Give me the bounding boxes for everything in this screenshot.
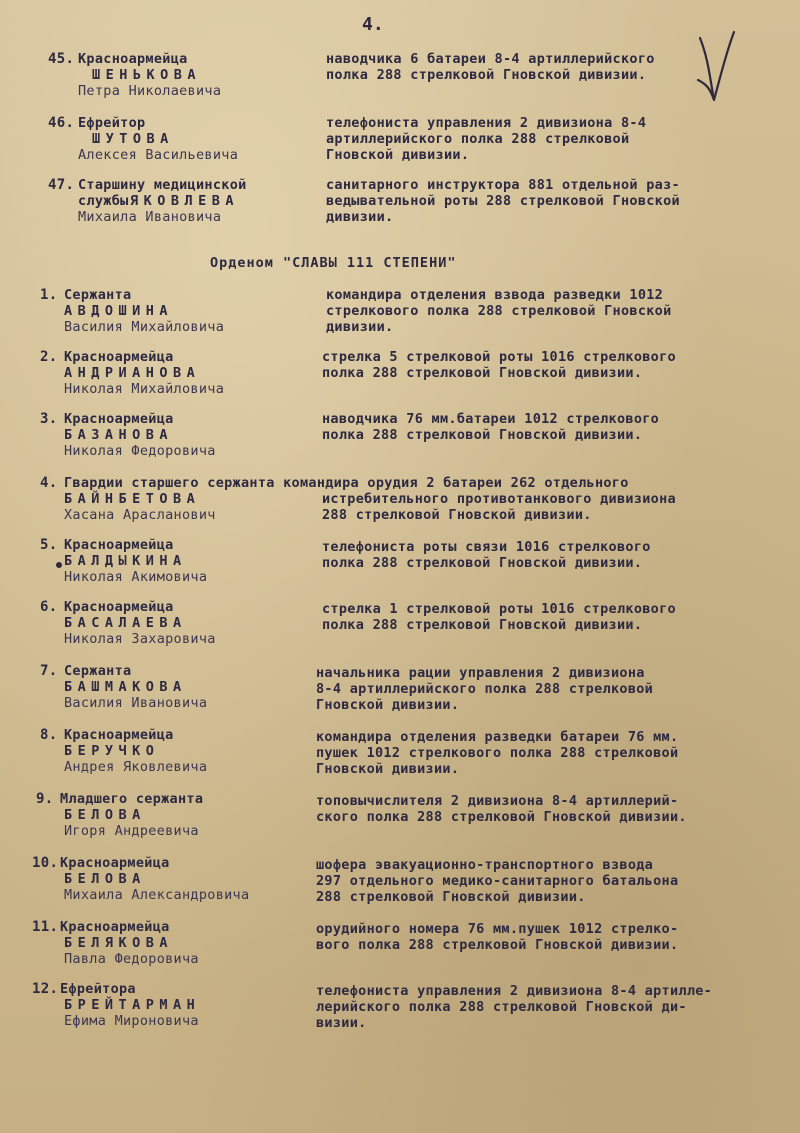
entry-description-line: наводчика 76 мм.батареи 1012 стрелкового (322, 411, 660, 427)
entry-given-names: Андрея Яковлевича (64, 759, 208, 775)
entry-surname: БАСАЛАЕВА (64, 615, 187, 631)
entry-description-line: Гновской дивизии. (316, 697, 460, 713)
entry-description-line: телефониста управления 2 дивизиона 8-4 (326, 115, 647, 131)
entry-given-names: Павла Федоровича (64, 951, 199, 967)
entry-number: 5. (40, 537, 58, 553)
entry-given-names: Ефима Мироновича (64, 1013, 199, 1029)
entry-number: 10. (32, 855, 59, 871)
entry-given-names: Николая Акимовича (64, 569, 208, 585)
entry-given-names: Василия Ивановича (64, 695, 208, 711)
entry-number: 3. (40, 411, 58, 427)
entry-description-line: вого полка 288 стрелковой Гновской дивизии. (316, 937, 679, 953)
entry-description-line: дивизии. (326, 209, 394, 225)
entry-description-line: шофера эвакуационно-транспортного взвода (316, 857, 654, 873)
entry-description-line: наводчика 6 батареи 8-4 артиллерийского (326, 51, 655, 67)
entry-description-line: Гновской дивизии. (326, 147, 470, 163)
entry-description-line: полка 288 стрелковой Гновской дивизии. (322, 555, 643, 571)
entry-given-names: Николая Захаровича (64, 631, 216, 647)
entry-given-names: Николая Федоровича (64, 443, 216, 459)
entry-surname: АНДРИАНОВА (64, 365, 201, 381)
entry-description-line: командира отделения разведки батареи 76 мм. (316, 729, 679, 745)
page-number: 4. (362, 14, 384, 35)
entry-description-line: стрелка 1 стрелковой роты 1016 стрелкового (322, 601, 676, 617)
entry-surname: БАЛДЫКИНА (64, 553, 187, 569)
entry-given-names: Михаила Ивановича (78, 209, 222, 225)
entry-number: 2. (40, 349, 58, 365)
entry-rank: Сержанта (64, 663, 132, 679)
entry-description-line: орудийного номера 76 мм.пушек 1012 стрелко- (316, 921, 679, 937)
entry-description-line: лерийского полка 288 стрелковой Гновской ди- (316, 999, 687, 1015)
entry-surname: БАШМАКОВА (64, 679, 187, 695)
entry-description-line: 288 стрелковой Гновской дивизии. (322, 507, 592, 523)
entry-description-line: начальника рации управления 2 дивизиона (316, 665, 645, 681)
entry-given-names: Хасана Арасланович (64, 507, 216, 523)
entry-rank: Красноармейца (64, 727, 174, 743)
entry-rank: Красноармейца (64, 349, 174, 365)
entry-description-line: телефониста управления 2 дивизиона 8-4 артилле- (316, 983, 713, 999)
entry-description-line: артиллерийского полка 288 стрелковой (326, 131, 630, 147)
entry-given-names: Василия Михайловича (64, 319, 225, 335)
entry-surname: ЯКОВЛЕВА (130, 193, 240, 209)
entry-surname: БЕРУЧКО (64, 743, 160, 759)
entry-rank: Ефрейтор (78, 115, 146, 131)
entry-given-names: Михаила Александровича (64, 887, 250, 903)
entry-surname: АВДОШИНА (64, 303, 174, 319)
ink-blot (56, 562, 62, 568)
entry-description-line: визии. (316, 1015, 367, 1031)
entry-description-line: истребительного противотанкового дивизиона (322, 491, 676, 507)
entry-description-line: телефониста роты связи 1016 стрелкового (322, 539, 651, 555)
entry-rank: Красноармейца (60, 919, 170, 935)
entry-description-line: топовычислителя 2 дивизиона 8-4 артиллерий- (316, 793, 679, 809)
entry-rank: Красноармейца (60, 855, 170, 871)
entry-rank: Красноармейца (64, 537, 174, 553)
entry-description-line: полка 288 стрелковой Гновской дивизии. (322, 617, 643, 633)
entry-description-line: полка 288 стрелковой Гновской дивизии. (322, 427, 643, 443)
entry-given-names: Игоря Андреевича (64, 823, 199, 839)
entry-number: 8. (40, 727, 58, 743)
entry-description-line: пушек 1012 стрелкового полка 288 стрелковой (316, 745, 679, 761)
handwritten-mark-icon (690, 28, 740, 108)
entry-description-line: 8-4 артиллерийского полка 288 стрелковой (316, 681, 654, 697)
entry-surname: БЕЛЯКОВА (64, 935, 174, 951)
entry-description-line: дивизии. (326, 319, 394, 335)
entry-rank: Ефрейтора (60, 981, 136, 997)
entry-rank: Младшего сержанта (60, 791, 204, 807)
entry-number: 11. (32, 919, 59, 935)
entry-surname: БЕЛОВА (64, 807, 146, 823)
entry-given-names: Петра Николаевича (78, 83, 222, 99)
entry-number: 7. (40, 663, 58, 679)
entry-description-line: стрелка 5 стрелковой роты 1016 стрелкового (322, 349, 676, 365)
entry-surname: ШЕНЬКОВА (92, 67, 202, 83)
entry-description-line: ведывательной роты 288 стрелковой Гновской (326, 193, 680, 209)
entry-description-line: Гновской дивизии. (316, 761, 460, 777)
entry-number: 12. (32, 981, 59, 997)
entry-number: 46. (48, 115, 75, 131)
entry-surname: БАЗАНОВА (64, 427, 174, 443)
entry-rank: Красноармейца (64, 411, 174, 427)
entry-rank: Сержанта (64, 287, 132, 303)
entry-number: 9. (36, 791, 54, 807)
entry-description-line: санитарного инструктора 881 отдельной раз- (326, 177, 680, 193)
entry-surname: ШУТОВА (92, 131, 174, 147)
entry-description-line: стрелкового полка 288 стрелковой Гновской (326, 303, 672, 319)
entry-description-line: полка 288 стрелковой Гновской дивизии. (326, 67, 647, 83)
entry-number: 47. (48, 177, 75, 193)
entry-surname: БЕЛОВА (64, 871, 146, 887)
entry-description-line: 288 стрелковой Гновской дивизии. (316, 889, 586, 905)
entry-number: 1. (40, 287, 58, 303)
entry-description-line: полка 288 стрелковой Гновской дивизии. (322, 365, 643, 381)
entry-given-names: Николая Михайловича (64, 381, 225, 397)
entry-description-line: командира отделения взвода разведки 1012 (326, 287, 664, 303)
entry-rank: Гвардии старшего сержанта командира орудия 2 батареи 262 отдельного (64, 475, 629, 491)
entry-rank: Красноармейца (78, 51, 188, 67)
entry-rank: Старшину медицинской (78, 177, 247, 193)
entry-description-line: ского полка 288 стрелковой Гновской дивизии. (316, 809, 687, 825)
entry-rank-continued: службы (78, 193, 129, 209)
entry-number: 6. (40, 599, 58, 615)
entry-number: 4. (40, 475, 58, 491)
entry-given-names: Алексея Васильевича (78, 147, 239, 163)
section-heading: Орденом "СЛАВЫ 111 СТЕПЕНИ" (210, 255, 457, 271)
entry-surname: БАЙНБЕТОВА (64, 491, 201, 507)
entry-number: 45. (48, 51, 75, 67)
entry-description-line: 297 отдельного медико-санитарного батальона (316, 873, 679, 889)
entry-surname: БРЕЙТАРМАН (64, 997, 201, 1013)
entry-rank: Красноармейца (64, 599, 174, 615)
